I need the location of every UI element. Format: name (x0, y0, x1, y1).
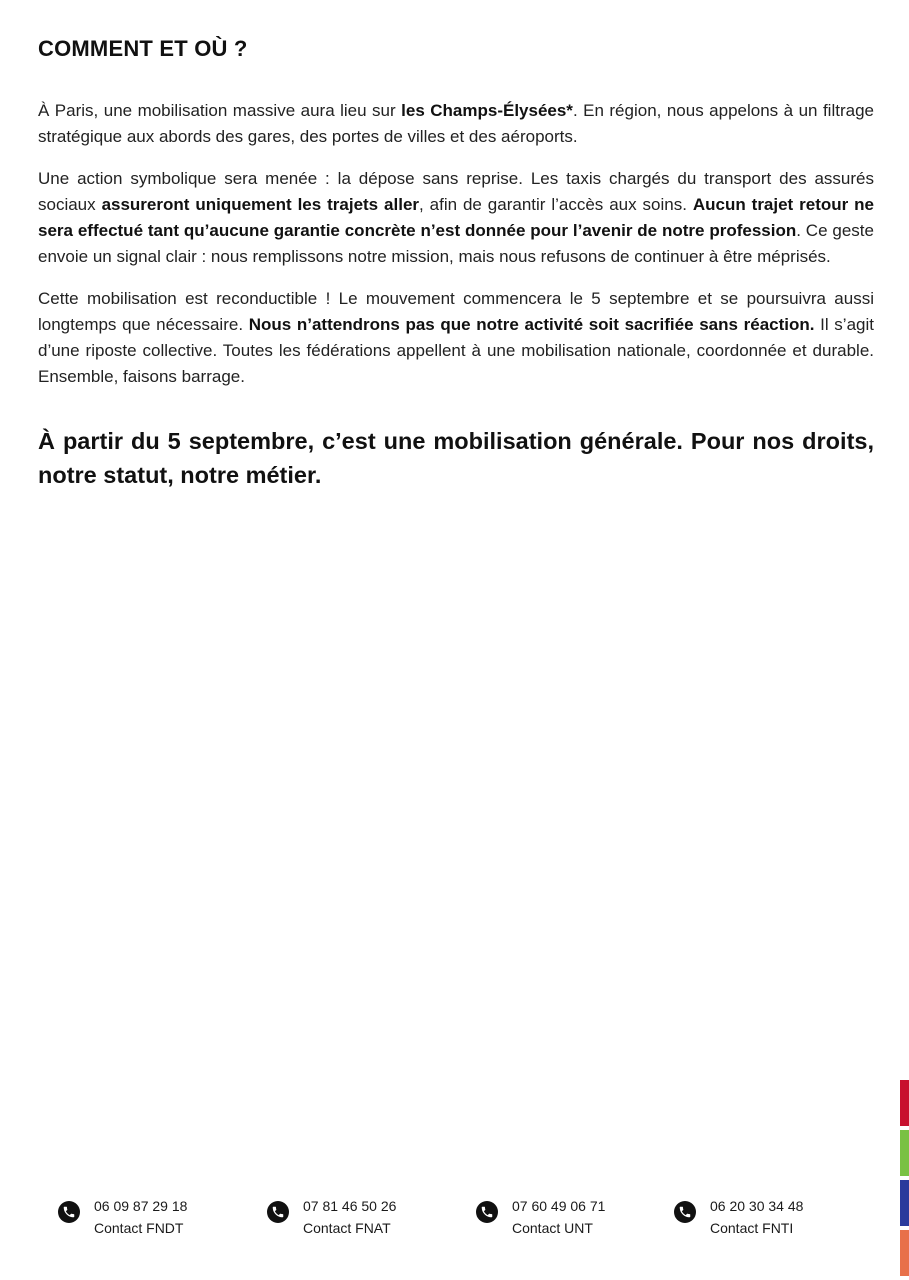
contact-phone[interactable]: 06 20 30 34 48 (710, 1198, 804, 1214)
text-run: Une action symbolique sera menée : la dépose sans reprise. Les taxis chargés du transport des assurés sociaux (38, 169, 874, 214)
text-run: Cette mobilisation est reconductible ! Le mouvement commencera le 5 septembre et se poursuivra aussi longtemps que nécessaire. (38, 289, 874, 334)
bold-text: assureront uniquement les trajets aller (101, 195, 420, 214)
edge-color-bar (900, 1230, 909, 1276)
bold-text: les Champs-Élysées* (401, 101, 573, 120)
document-page (38, 36, 874, 492)
text-run: À Paris, une mobilisation massive aura lieu sur (38, 101, 402, 120)
edge-color-bars (900, 1080, 909, 1280)
phone-icon (58, 1201, 80, 1223)
body-paragraph (38, 286, 874, 390)
text-run: . Ce geste envoie un signal clair : nous remplissons notre mission, mais nous refusons de continuer à être méprisés. (38, 221, 874, 266)
phone-icon (267, 1201, 289, 1223)
edge-color-bar (900, 1180, 909, 1226)
contact-phone[interactable]: 06 09 87 29 18 (94, 1198, 188, 1214)
contact-label: Contact FNAT (303, 1220, 391, 1236)
bold-text: Nous n’attendrons pas que notre activité soit sacrifiée sans réaction. (248, 315, 815, 334)
contact-label: Contact UNT (512, 1220, 593, 1236)
contact-footer (0, 1195, 909, 1245)
contact-phone[interactable]: 07 60 49 06 71 (512, 1198, 606, 1214)
contact-phone[interactable]: 07 81 46 50 26 (303, 1198, 397, 1214)
edge-color-bar (900, 1080, 909, 1126)
text-run: Il s’agit d’une riposte collective. Toutes les fédérations appellent à une mobilisation nationale, coordonnée et durable. Ensemble, faisons barrage. (38, 315, 874, 386)
contact-label: Contact FNDT (94, 1220, 184, 1236)
phone-icon (674, 1201, 696, 1223)
closing-statement: À partir du 5 septembre, c’est une mobilisation générale. Pour nos droits, notre statut, notre métier. (38, 428, 874, 488)
phone-icon (476, 1201, 498, 1223)
text-run: . En région, nous appelons à un filtrage stratégique aux abords des gares, des portes de villes et des aéroports. (38, 101, 874, 146)
section-title: COMMENT ET OÙ ? (38, 36, 248, 61)
body-paragraph (38, 166, 874, 270)
body-paragraph (38, 98, 874, 150)
bold-text: Aucun trajet retour ne sera effectué tant qu’aucune garantie concrète n’est donnée pour l’avenir de notre profession (38, 195, 874, 240)
text-run: , afin de garantir l’accès aux soins. (419, 195, 693, 214)
contact-label: Contact FNTI (710, 1220, 794, 1236)
body-text (38, 98, 874, 390)
edge-color-bar (900, 1130, 909, 1176)
